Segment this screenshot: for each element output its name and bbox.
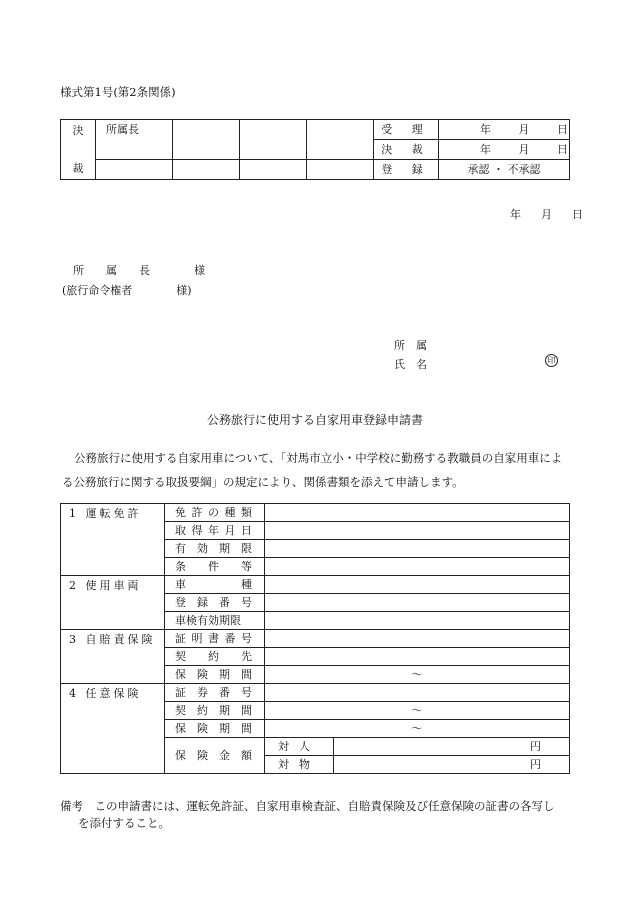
affiliation-label: 所 属 [394, 339, 427, 352]
field-input[interactable] [265, 540, 570, 558]
sign-cell[interactable] [173, 160, 240, 180]
section-vehicle: 2 使用車両 [61, 576, 165, 630]
application-date[interactable]: 年 月 日 [510, 208, 583, 221]
field-input[interactable] [265, 648, 570, 666]
sign-cell[interactable] [173, 120, 240, 160]
addressee: 所 属 長 様 [73, 264, 205, 277]
field-label: 条 件 等 [165, 558, 265, 576]
shozokucho-cell[interactable]: 所属長 [96, 120, 173, 160]
sign-cell[interactable] [240, 160, 307, 180]
amount-input[interactable]: 円 [334, 756, 570, 774]
field-input[interactable] [265, 576, 570, 594]
sign-cell[interactable] [307, 120, 374, 160]
registration-table [60, 503, 570, 774]
decision-date[interactable]: 年 月 日 [439, 140, 570, 160]
section-compulsory-insurance: 3 自賠責保険 [61, 630, 165, 684]
register-label: 登 録 [374, 160, 439, 180]
field-input[interactable] [265, 612, 570, 630]
received-date[interactable]: 年 月 日 [439, 120, 570, 140]
page-title: 公務旅行に使用する自家用車登録申請書 [206, 413, 423, 427]
sign-cell[interactable] [96, 160, 173, 180]
amount-kind: 対人 [265, 738, 334, 756]
field-label: 契約期間 [165, 702, 265, 720]
field-label: 免許の種類 [165, 504, 265, 522]
field-label: 有効期限 [165, 540, 265, 558]
addressee-sub: (旅行命令権者 様) [62, 284, 192, 297]
amount-input[interactable]: 円 [334, 738, 570, 756]
field-label: 登録番号 [165, 594, 265, 612]
field-label: 証券番号 [165, 684, 265, 702]
field-input[interactable]: 〜 [265, 666, 570, 684]
name-label: 氏 名 [394, 358, 427, 371]
body-text: 公務旅行に使用する自家用車について、「対馬市立小・中学校に勤務する教職員の自家用車による公務旅行に関する取扱要綱」の規定により、関係書類を添えて申請します。 [62, 451, 563, 489]
field-input[interactable] [265, 504, 570, 522]
approval-table [60, 119, 570, 180]
field-label: 保険金額 [165, 738, 265, 774]
sign-cell[interactable] [240, 120, 307, 160]
form-number: 様式第1号(第2条関係) [60, 85, 176, 99]
note: 備考 この申請書には、運転免許証、自家用車検査証、自賠責保険及び任意保険の証書の各写し [60, 799, 555, 813]
note-continued: を添付すること。 [78, 816, 170, 830]
field-input[interactable] [265, 630, 570, 648]
section-license: 1 運転免許 [61, 504, 165, 576]
field-label: 契 約 先 [165, 648, 265, 666]
field-label: 車 種 [165, 576, 265, 594]
register-value[interactable]: 承認 ・ 不承認 [439, 160, 570, 180]
field-input[interactable] [265, 594, 570, 612]
received-label: 受 理 [374, 120, 439, 140]
field-input[interactable]: 〜 [265, 702, 570, 720]
kessai-label: 決 裁 [61, 120, 96, 180]
field-label: 保険期間 [165, 666, 265, 684]
decision-label: 決 裁 [374, 140, 439, 160]
field-label: 車検有効期限 [165, 612, 265, 630]
field-input[interactable]: 〜 [265, 720, 570, 738]
sign-cell[interactable] [307, 160, 374, 180]
field-label: 証明書番号 [165, 630, 265, 648]
field-input[interactable] [265, 522, 570, 540]
field-label: 保険期間 [165, 720, 265, 738]
field-label: 取得年月日 [165, 522, 265, 540]
seal-icon: 印 [545, 354, 558, 367]
field-input[interactable] [265, 558, 570, 576]
amount-kind: 対物 [265, 756, 334, 774]
section-voluntary-insurance: 4 任意保険 [61, 684, 165, 774]
field-input[interactable] [265, 684, 570, 702]
